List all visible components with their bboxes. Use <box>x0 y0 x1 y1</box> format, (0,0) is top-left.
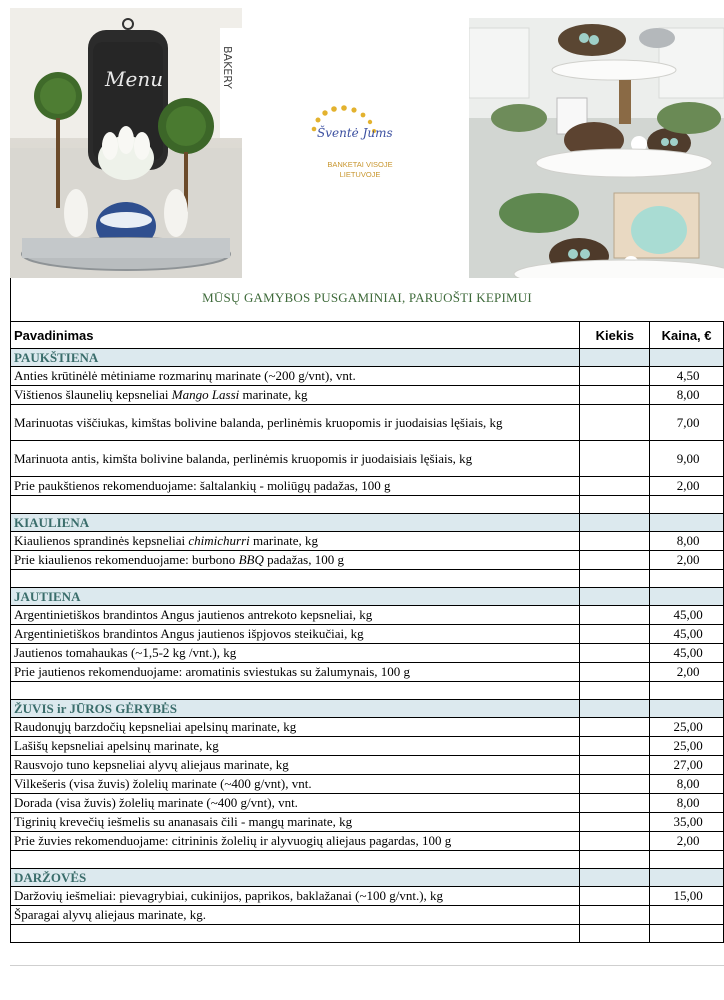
spacer-cell <box>11 496 580 514</box>
spacer-cell <box>11 570 580 588</box>
item-qty-cell <box>580 441 650 477</box>
item-name <box>11 441 580 477</box>
item-name-suffix: padažas, 100 g <box>263 552 344 567</box>
spacer-cell <box>580 925 650 943</box>
item-name-text: Vištienos šlaunelių kepsneliai <box>14 387 172 402</box>
item-qty-cell <box>580 887 650 906</box>
spacer-cell <box>11 925 580 943</box>
menu-board-arrangement-illustration <box>10 8 242 278</box>
page-title: MŪSŲ GAMYBOS PUSGAMINIAI, PARUOŠTI KEPIMUI <box>202 290 532 305</box>
table-row <box>11 813 724 832</box>
item-price: 25,00 <box>650 737 724 756</box>
item-qty-cell <box>580 813 650 832</box>
section-qty-cell <box>580 700 650 718</box>
table-row <box>11 532 724 551</box>
item-qty-cell <box>580 794 650 813</box>
section-qty-cell <box>580 588 650 606</box>
section-row <box>11 869 724 887</box>
table-row <box>11 441 724 477</box>
item-name <box>11 532 580 551</box>
table-row <box>11 386 724 405</box>
item-name <box>11 756 580 775</box>
table-row <box>11 405 724 441</box>
item-name-text: Argentinietiškos brandintos Angus jautienos antrekoto kepsneliai, kg <box>14 607 373 622</box>
logo-dots-icon <box>242 8 469 278</box>
item-price: 2,00 <box>650 551 724 570</box>
logo-tagline: BANKETAI VISOJE LIETUVOJE <box>327 160 393 179</box>
item-name <box>11 663 580 682</box>
section-row <box>11 700 724 718</box>
table-row <box>11 367 724 386</box>
table-row <box>11 551 724 570</box>
item-price: 9,00 <box>650 441 724 477</box>
price-table <box>10 321 724 943</box>
item-name <box>11 644 580 663</box>
item-name-italic: BBQ <box>238 552 264 567</box>
item-qty-cell <box>580 906 650 925</box>
item-name-text: Prie kiaulienos rekomenduojame: burbono <box>14 552 239 567</box>
tiered-tray-illustration <box>469 18 724 278</box>
bottom-rule <box>10 965 724 966</box>
item-name-text: Šparagai alyvų aliejaus marinate, kg. <box>14 907 207 922</box>
logo <box>242 8 469 278</box>
item-name <box>11 906 580 925</box>
section-title: PAUKŠTIENA <box>11 349 580 367</box>
item-price: 25,00 <box>650 718 724 737</box>
item-name-italic: chimichurri <box>188 533 250 548</box>
item-name-text: Kiaulienos sprandinės kepsneliai <box>14 533 189 548</box>
spacer-row <box>11 851 724 869</box>
item-price: 45,00 <box>650 606 724 625</box>
table-row <box>11 644 724 663</box>
item-name-text: Marinuotas viščiukas, kimštas bolivine balanda, perlinėmis kruopomis ir juodaisias lęšiais, kg <box>14 414 503 430</box>
item-price: 2,00 <box>650 832 724 851</box>
item-price: 15,00 <box>650 887 724 906</box>
item-name <box>11 606 580 625</box>
item-qty-cell <box>580 551 650 570</box>
item-name <box>11 737 580 756</box>
table-row <box>11 477 724 496</box>
item-price <box>650 906 724 925</box>
section-price-cell <box>650 700 724 718</box>
item-qty-cell <box>580 606 650 625</box>
section-title: DARŽOVĖS <box>11 869 580 887</box>
item-name-italic: Mango Lassi <box>171 387 240 402</box>
section-price-cell <box>650 869 724 887</box>
item-qty-cell <box>580 477 650 496</box>
item-price: 8,00 <box>650 386 724 405</box>
spacer-cell <box>650 925 724 943</box>
decor-photo-right <box>469 18 724 278</box>
table-row <box>11 718 724 737</box>
table-row <box>11 832 724 851</box>
menu-board-text: Menu <box>105 67 164 91</box>
item-qty-cell <box>580 737 650 756</box>
spacer-cell <box>650 682 724 700</box>
item-name-text: Prie paukštienos rekomenduojame: šaltalankių - moliūgų padažas, 100 g <box>14 478 391 493</box>
item-qty-cell <box>580 718 650 737</box>
item-price: 7,00 <box>650 405 724 441</box>
item-price: 8,00 <box>650 794 724 813</box>
section-price-cell <box>650 514 724 532</box>
table-row <box>11 663 724 682</box>
item-qty-cell <box>580 775 650 794</box>
table-row <box>11 775 724 794</box>
item-qty-cell <box>580 832 650 851</box>
item-name <box>11 775 580 794</box>
section-price-cell <box>650 588 724 606</box>
spacer-row <box>11 682 724 700</box>
item-price: 35,00 <box>650 813 724 832</box>
logo-brand: Šventė Jums <box>317 126 393 140</box>
item-price: 2,00 <box>650 663 724 682</box>
item-name-text: Anties krūtinėlė mėtiniame rozmarinų marinate (~200 g/vnt), vnt. <box>14 368 356 383</box>
item-qty-cell <box>580 367 650 386</box>
item-name-text: Rausvojo tuno kepsneliai alyvų aliejaus marinate, kg <box>14 757 289 772</box>
item-name <box>11 794 580 813</box>
item-qty-cell <box>580 644 650 663</box>
section-title: ŽUVIS ir JŪROS GĖRYBĖS <box>11 700 580 718</box>
spacer-cell <box>580 851 650 869</box>
table-row <box>11 625 724 644</box>
item-price: 8,00 <box>650 532 724 551</box>
section-title: KIAULIENA <box>11 514 580 532</box>
item-name <box>11 477 580 496</box>
item-name-text: Dorada (visa žuvis) žolelių marinate (~400 g/vnt), vnt. <box>14 795 298 810</box>
spacer-row <box>11 570 724 588</box>
table-row <box>11 737 724 756</box>
item-name-text: Argentinietiškos brandintos Angus jautienos išpjovos steikučiai, kg <box>14 626 364 641</box>
item-name-text: Prie žuvies rekomenduojame: citrininis žolelių ir alyvuogių aliejaus pagardas, 100 g <box>14 833 452 848</box>
item-price: 4,50 <box>650 367 724 386</box>
bakery-sign-text: BAKERY <box>221 46 234 89</box>
item-name-text: Daržovių iešmeliai: pievagrybiai, cukinijos, paprikos, baklažanai (~100 g/vnt.), kg <box>14 888 444 903</box>
item-name <box>11 551 580 570</box>
item-price: 8,00 <box>650 775 724 794</box>
item-price: 2,00 <box>650 477 724 496</box>
header-price: Kaina, € <box>650 322 724 349</box>
spacer-cell <box>650 851 724 869</box>
item-qty-cell <box>580 663 650 682</box>
decor-photo-left <box>10 8 242 278</box>
table-row <box>11 606 724 625</box>
item-name-text: Lašišų kepsneliai apelsinų marinate, kg <box>14 738 219 753</box>
item-name-text: Prie jautienos rekomenduojame: aromatinis sviestukas su žalumynais, 100 g <box>14 664 411 679</box>
table-row <box>11 794 724 813</box>
item-name <box>11 813 580 832</box>
header-qty: Kiekis <box>580 322 650 349</box>
section-qty-cell <box>580 514 650 532</box>
header-name: Pavadinimas <box>11 322 580 349</box>
spacer-cell <box>650 570 724 588</box>
section-qty-cell <box>580 349 650 367</box>
item-name <box>11 405 580 441</box>
item-name-text: Raudonųjų barzdočių kepsneliai apelsinų marinate, kg <box>14 719 297 734</box>
item-name <box>11 832 580 851</box>
item-price: 45,00 <box>650 625 724 644</box>
spacer-cell <box>11 851 580 869</box>
table-row <box>11 887 724 906</box>
item-name <box>11 386 580 405</box>
section-price-cell <box>650 349 724 367</box>
spacer-row <box>11 925 724 943</box>
item-qty-cell <box>580 386 650 405</box>
item-name <box>11 367 580 386</box>
table-row <box>11 756 724 775</box>
spacer-cell <box>580 682 650 700</box>
item-name-text: Jautienos tomahaukas (~1,5-2 kg /vnt.), kg <box>14 645 237 660</box>
item-price: 45,00 <box>650 644 724 663</box>
spacer-cell <box>580 496 650 514</box>
section-row <box>11 588 724 606</box>
item-name-suffix: marinate, kg <box>239 387 308 402</box>
item-name-text: Vilkešeris (visa žuvis) žolelių marinate (~400 g/vnt), vnt. <box>14 776 312 791</box>
item-qty-cell <box>580 405 650 441</box>
table-header-row <box>11 322 724 349</box>
item-name-text: Tigrinių krevečių iešmelis su ananasais čili - mangų marinate, kg <box>14 814 353 829</box>
item-qty-cell <box>580 756 650 775</box>
section-title: JAUTIENA <box>11 588 580 606</box>
table-row <box>11 906 724 925</box>
section-qty-cell <box>580 869 650 887</box>
item-name-text: Marinuota antis, kimšta bolivine balanda, perlinėmis kruopomis ir juodaisiais lęšiais, kg <box>14 450 473 466</box>
section-row <box>11 514 724 532</box>
item-qty-cell <box>580 625 650 644</box>
item-name <box>11 718 580 737</box>
spacer-cell <box>650 496 724 514</box>
item-name <box>11 887 580 906</box>
item-name-suffix: marinate, kg <box>249 533 319 548</box>
item-price: 27,00 <box>650 756 724 775</box>
spacer-cell <box>580 570 650 588</box>
item-qty-cell <box>580 532 650 551</box>
spacer-cell <box>11 682 580 700</box>
item-name <box>11 625 580 644</box>
spacer-row <box>11 496 724 514</box>
section-row <box>11 349 724 367</box>
